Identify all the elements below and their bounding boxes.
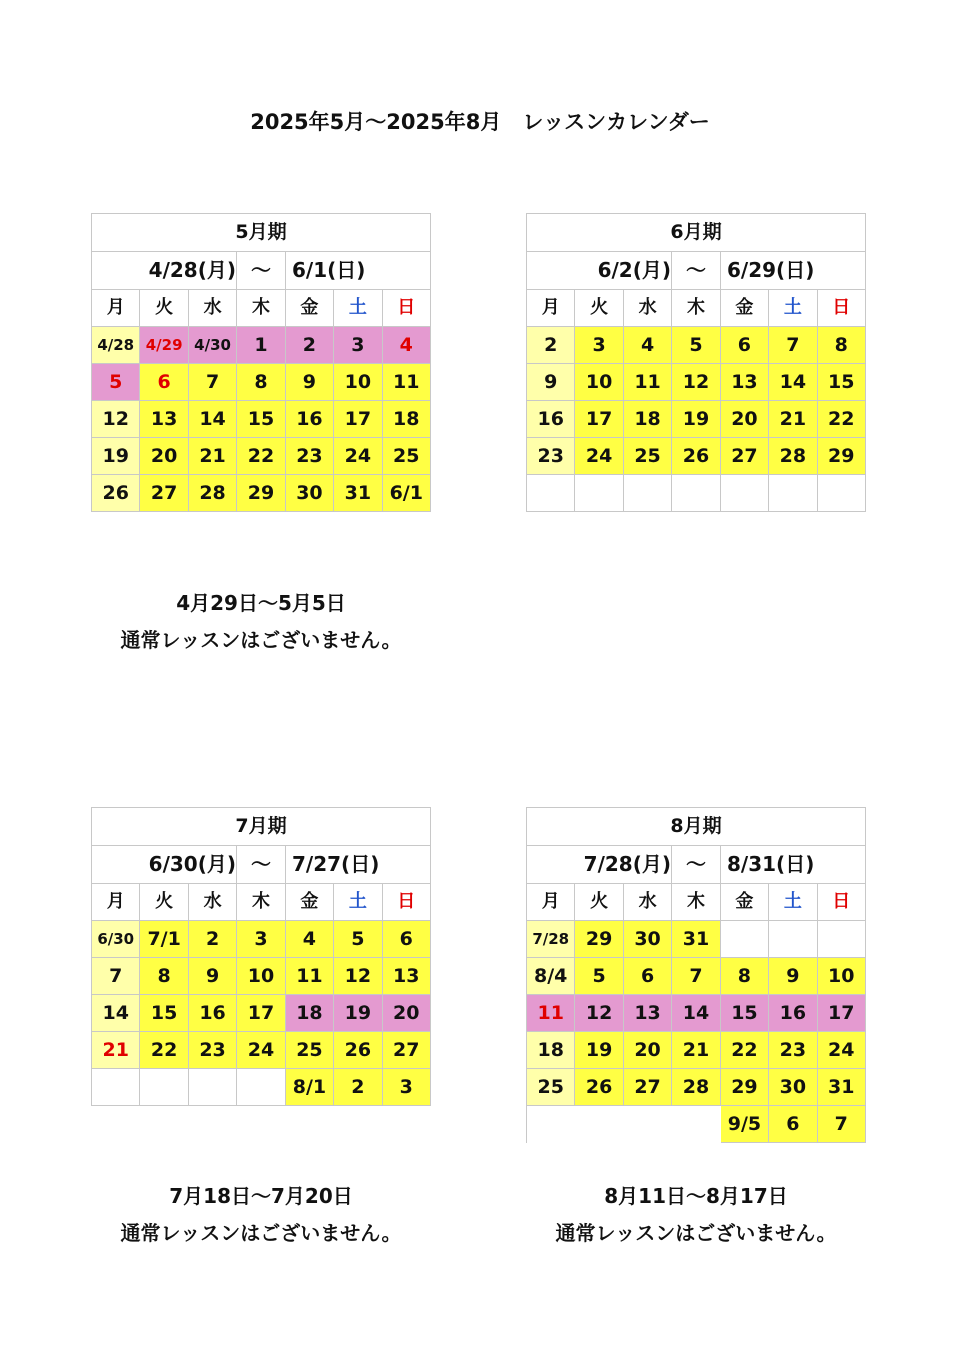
empty-cell	[92, 1069, 140, 1106]
day-cell: 15	[237, 401, 285, 438]
day-cell: 7/28	[527, 921, 575, 958]
day-cell: 29	[818, 438, 866, 475]
day-cell: 28	[672, 1069, 720, 1106]
day-cell: 19	[334, 995, 382, 1032]
calendar-grid	[526, 289, 866, 512]
day-cell: 9	[286, 364, 334, 401]
day-cell: 19	[575, 1032, 623, 1069]
day-cell: 12	[575, 995, 623, 1032]
day-cell: 4	[286, 921, 334, 958]
day-cell: 20	[721, 401, 769, 438]
calendar-range	[91, 251, 431, 289]
day-cell: 19	[672, 401, 720, 438]
day-cell: 13	[624, 995, 672, 1032]
day-cell: 30	[286, 475, 334, 512]
weekday-header: 金	[286, 290, 334, 327]
notice-message: 通常レッスンはございません。	[120, 628, 402, 652]
weekday-header: 木	[672, 884, 720, 921]
day-cell: 14	[189, 401, 237, 438]
day-cell: 27	[624, 1069, 672, 1106]
calendar-range	[526, 845, 866, 883]
day-cell: 3	[334, 327, 382, 364]
empty-cell	[575, 1106, 623, 1143]
day-cell: 16	[527, 401, 575, 438]
range-end: 8/31(日)	[727, 852, 815, 876]
day-cell: 16	[769, 995, 817, 1032]
range-start: 6/2(月)	[527, 252, 672, 289]
day-cell: 6/30	[92, 921, 140, 958]
day-cell: 3	[383, 1069, 431, 1106]
calendar-grid	[91, 289, 431, 512]
day-cell: 22	[721, 1032, 769, 1069]
day-cell: 10	[237, 958, 285, 995]
notice-dates: 7月18日～7月20日	[169, 1184, 353, 1208]
empty-cell	[237, 1069, 285, 1106]
day-cell: 30	[769, 1069, 817, 1106]
day-cell: 25	[527, 1069, 575, 1106]
day-cell: 25	[286, 1032, 334, 1069]
day-cell: 30	[624, 921, 672, 958]
weekday-header: 日	[818, 290, 866, 327]
day-cell: 17	[237, 995, 285, 1032]
day-cell: 18	[383, 401, 431, 438]
day-cell: 11	[624, 364, 672, 401]
range-start: 4/28(月)	[92, 252, 237, 289]
day-cell: 16	[189, 995, 237, 1032]
day-cell: 8	[721, 958, 769, 995]
day-cell: 27	[721, 438, 769, 475]
weekday-header: 火	[140, 884, 188, 921]
day-cell: 23	[189, 1032, 237, 1069]
day-cell: 15	[140, 995, 188, 1032]
weekday-header: 水	[189, 884, 237, 921]
day-cell: 9	[769, 958, 817, 995]
weekday-header: 日	[383, 884, 431, 921]
weekday-header: 木	[237, 884, 285, 921]
day-cell: 29	[237, 475, 285, 512]
range-start: 7/28(月)	[527, 846, 672, 883]
calendar-title: 6月期	[526, 213, 866, 251]
day-cell: 25	[383, 438, 431, 475]
day-cell: 6/1	[383, 475, 431, 512]
day-cell: 26	[575, 1069, 623, 1106]
day-cell: 9/5	[721, 1106, 769, 1143]
weekday-header: 木	[237, 290, 285, 327]
day-cell: 6	[624, 958, 672, 995]
day-cell: 10	[334, 364, 382, 401]
calendar-june	[526, 213, 866, 512]
day-cell: 21	[769, 401, 817, 438]
day-cell: 6	[721, 327, 769, 364]
day-cell: 14	[92, 995, 140, 1032]
day-cell: 19	[92, 438, 140, 475]
empty-cell	[721, 921, 769, 958]
notice-message: 通常レッスンはございません。	[555, 1221, 837, 1245]
weekday-header: 日	[383, 290, 431, 327]
day-cell: 27	[383, 1032, 431, 1069]
range-start: 6/30(月)	[92, 846, 237, 883]
day-cell: 7	[672, 958, 720, 995]
day-cell: 31	[818, 1069, 866, 1106]
day-cell: 21	[189, 438, 237, 475]
day-cell: 8/1	[286, 1069, 334, 1106]
day-cell: 5	[575, 958, 623, 995]
day-cell: 4/30	[189, 327, 237, 364]
calendar-grid	[91, 883, 431, 1106]
day-cell: 4/29	[140, 327, 188, 364]
day-cell: 24	[818, 1032, 866, 1069]
calendar-title: 5月期	[91, 213, 431, 251]
day-cell: 28	[769, 438, 817, 475]
day-cell: 24	[334, 438, 382, 475]
day-cell: 8	[140, 958, 188, 995]
day-cell: 4/28	[92, 327, 140, 364]
day-cell: 22	[140, 1032, 188, 1069]
day-cell: 11	[527, 995, 575, 1032]
day-cell: 29	[575, 921, 623, 958]
day-cell: 7/1	[140, 921, 188, 958]
day-cell: 9	[527, 364, 575, 401]
day-cell: 12	[92, 401, 140, 438]
day-cell: 17	[334, 401, 382, 438]
empty-cell	[140, 1069, 188, 1106]
day-cell: 22	[237, 438, 285, 475]
weekday-header: 火	[575, 290, 623, 327]
weekday-header: 月	[527, 884, 575, 921]
day-cell: 9	[189, 958, 237, 995]
notice-august	[526, 1178, 866, 1252]
day-cell: 10	[818, 958, 866, 995]
weekday-header: 木	[672, 290, 720, 327]
empty-cell	[575, 475, 623, 512]
day-cell: 10	[575, 364, 623, 401]
day-cell: 13	[721, 364, 769, 401]
day-cell: 20	[624, 1032, 672, 1069]
calendar-august	[526, 807, 866, 1143]
page-title: 2025年5月～2025年8月 レッスンカレンダー	[250, 110, 710, 134]
empty-cell	[818, 921, 866, 958]
weekday-header: 土	[769, 884, 817, 921]
day-cell: 5	[334, 921, 382, 958]
calendar-title: 7月期	[91, 807, 431, 845]
weekday-header: 月	[92, 884, 140, 921]
weekday-header: 土	[334, 884, 382, 921]
day-cell: 31	[334, 475, 382, 512]
day-cell: 4	[383, 327, 431, 364]
day-cell: 12	[672, 364, 720, 401]
notice-message: 通常レッスンはございません。	[120, 1221, 402, 1245]
day-cell: 18	[286, 995, 334, 1032]
day-cell: 3	[575, 327, 623, 364]
empty-cell	[769, 475, 817, 512]
day-cell: 13	[140, 401, 188, 438]
day-cell: 11	[286, 958, 334, 995]
day-cell: 2	[286, 327, 334, 364]
weekday-header: 月	[527, 290, 575, 327]
day-cell: 27	[140, 475, 188, 512]
day-cell: 28	[189, 475, 237, 512]
calendar-range	[91, 845, 431, 883]
day-cell: 29	[721, 1069, 769, 1106]
day-cell: 7	[769, 327, 817, 364]
weekday-header: 土	[334, 290, 382, 327]
weekday-header: 水	[624, 884, 672, 921]
calendar-title: 8月期	[526, 807, 866, 845]
day-cell: 15	[818, 364, 866, 401]
day-cell: 13	[383, 958, 431, 995]
weekday-header: 金	[721, 290, 769, 327]
day-cell: 4	[624, 327, 672, 364]
range-end: 6/1(日)	[292, 258, 366, 282]
day-cell: 2	[189, 921, 237, 958]
day-cell: 5	[672, 327, 720, 364]
day-cell: 26	[334, 1032, 382, 1069]
weekday-header: 火	[575, 884, 623, 921]
day-cell: 8	[237, 364, 285, 401]
calendar-july	[91, 807, 431, 1106]
empty-cell	[818, 475, 866, 512]
empty-cell	[527, 475, 575, 512]
empty-cell	[769, 921, 817, 958]
day-cell: 7	[189, 364, 237, 401]
day-cell: 6	[140, 364, 188, 401]
day-cell: 8	[818, 327, 866, 364]
empty-cell	[189, 1069, 237, 1106]
notice-dates: 4月29日～5月5日	[176, 591, 346, 615]
weekday-header: 水	[624, 290, 672, 327]
calendar-range	[526, 251, 866, 289]
day-cell: 21	[92, 1032, 140, 1069]
range-separator: ～	[237, 252, 286, 289]
day-cell: 2	[527, 327, 575, 364]
empty-cell	[527, 1106, 575, 1143]
day-cell: 16	[286, 401, 334, 438]
day-cell: 17	[575, 401, 623, 438]
day-cell: 2	[334, 1069, 382, 1106]
empty-cell	[624, 475, 672, 512]
calendar-grid	[526, 883, 866, 1143]
day-cell: 25	[624, 438, 672, 475]
empty-cell	[672, 475, 720, 512]
day-cell: 24	[237, 1032, 285, 1069]
notice-july	[91, 1178, 431, 1252]
range-end: 7/27(日)	[292, 852, 380, 876]
day-cell: 15	[721, 995, 769, 1032]
day-cell: 12	[334, 958, 382, 995]
day-cell: 31	[672, 921, 720, 958]
weekday-header: 水	[189, 290, 237, 327]
day-cell: 14	[672, 995, 720, 1032]
day-cell: 7	[92, 958, 140, 995]
day-cell: 17	[818, 995, 866, 1032]
day-cell: 1	[237, 327, 285, 364]
day-cell: 23	[527, 438, 575, 475]
weekday-header: 土	[769, 290, 817, 327]
day-cell: 5	[92, 364, 140, 401]
day-cell: 23	[769, 1032, 817, 1069]
empty-cell	[721, 475, 769, 512]
weekday-header: 火	[140, 290, 188, 327]
range-separator: ～	[672, 846, 721, 883]
weekday-header: 日	[818, 884, 866, 921]
day-cell: 8/4	[527, 958, 575, 995]
weekday-header: 金	[721, 884, 769, 921]
day-cell: 7	[818, 1106, 866, 1143]
calendar-may	[91, 213, 431, 512]
day-cell: 14	[769, 364, 817, 401]
day-cell: 3	[237, 921, 285, 958]
range-separator: ～	[237, 846, 286, 883]
day-cell: 26	[92, 475, 140, 512]
range-end: 6/29(日)	[727, 258, 815, 282]
day-cell: 20	[383, 995, 431, 1032]
day-cell: 18	[624, 401, 672, 438]
day-cell: 6	[383, 921, 431, 958]
day-cell: 20	[140, 438, 188, 475]
empty-cell	[672, 1106, 720, 1143]
day-cell: 11	[383, 364, 431, 401]
empty-cell	[624, 1106, 672, 1143]
notice-may	[91, 585, 431, 659]
weekday-header: 金	[286, 884, 334, 921]
range-separator: ～	[672, 252, 721, 289]
day-cell: 21	[672, 1032, 720, 1069]
day-cell: 26	[672, 438, 720, 475]
day-cell: 6	[769, 1106, 817, 1143]
weekday-header: 月	[92, 290, 140, 327]
day-cell: 24	[575, 438, 623, 475]
day-cell: 23	[286, 438, 334, 475]
notice-dates: 8月11日～8月17日	[604, 1184, 788, 1208]
day-cell: 22	[818, 401, 866, 438]
day-cell: 18	[527, 1032, 575, 1069]
